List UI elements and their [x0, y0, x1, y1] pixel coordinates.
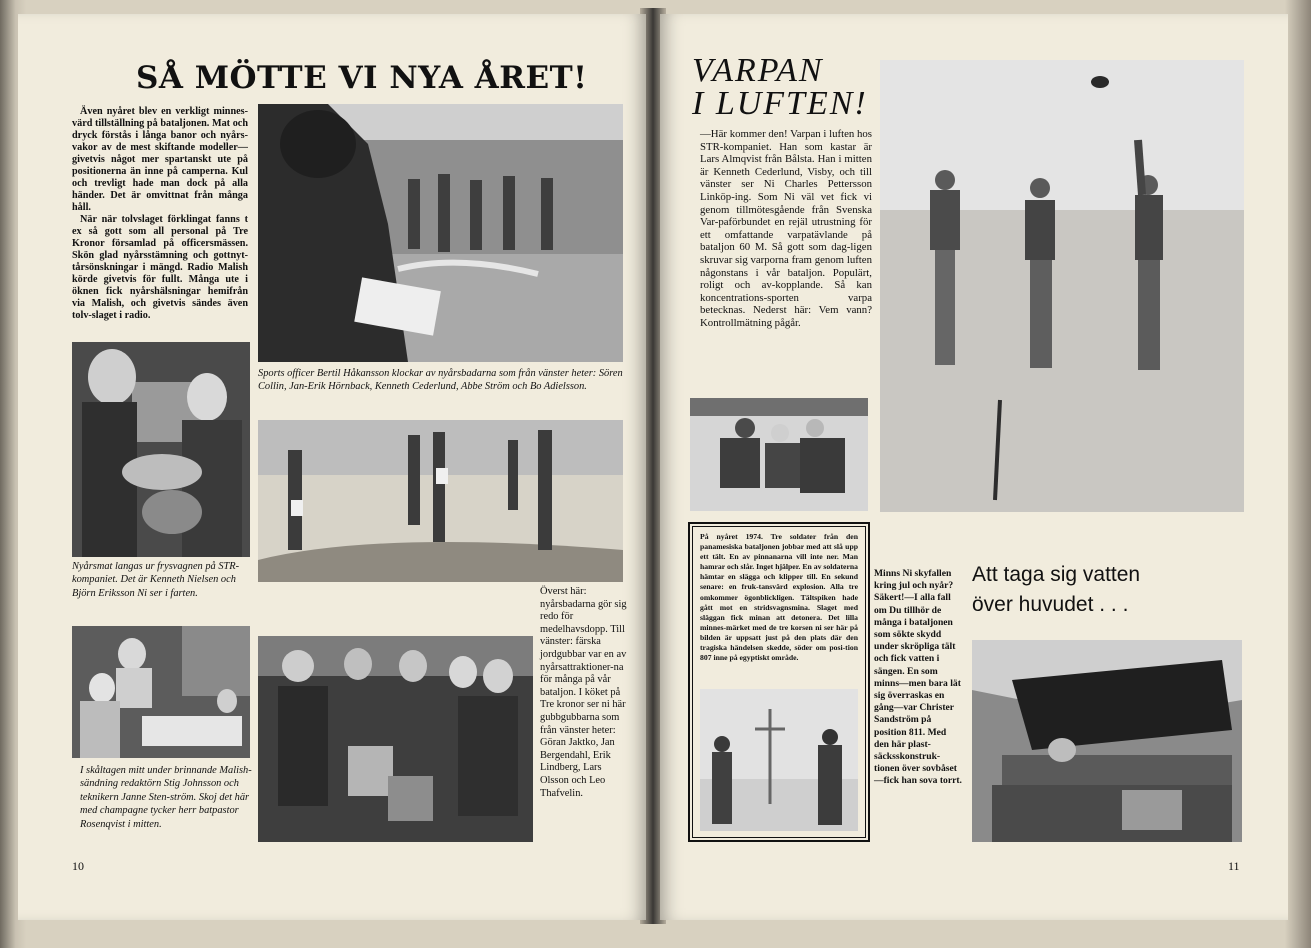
photo-bathers-sea — [258, 104, 623, 362]
right-page-number: 11 — [1228, 859, 1240, 873]
water-caption — [972, 560, 1172, 620]
left-page — [18, 14, 646, 920]
memorial-box — [688, 522, 870, 842]
left-page-number: 10 — [72, 859, 84, 873]
photo-kitchen-strawberries — [258, 636, 533, 842]
photo-bathers-beach — [258, 420, 623, 582]
caption-radio: I skåltagen mitt under brinnande Malish-sändning redaktörn Stig Johnsson och teknikern Janne Sten-ström. Skoj det här med champagne tycker herr batpastor Rosenqvist i mitten. — [80, 765, 252, 830]
water-caption-line1: Att taga sig vatten — [972, 563, 1141, 586]
photo-radio-studio — [72, 626, 250, 758]
photo-memorial-crosses — [700, 689, 858, 831]
caption-right-column: Överst här: nyårsbadarna gör sig redo för medelhavsdopp. Till vänster: färska jordgubbar var en av nyårsattraktioner-na för många på vår bataljon. I köket på Tre kronor ser ni här gubbgubbarna som från vänster heter: Göran Jaktko, Jan Bergendahl, Erik Lindberg, Lars Olsson och Leo Thafvelin. — [540, 586, 627, 799]
left-intro-paragraph-1: Även nyåret blev en verkligt minnes-värd tillställning på bataljonen. Mat och dryck förstås i långa banor och nyårs-vakor av de mest skiftande modeller—givetvis något mer spartanskt ute på positionerna än inne på camperna. Kul och trevligt hade man dock på alla händer. Det är omvittnat från många håll. — [72, 106, 248, 213]
minns-ni-text: Minns Ni skyfallen kring jul och nyår? Säkert!—I alla fall om Du tillhör de många i bataljonen som sökte skydd under skröpliga tält och fick vatten i sängen. En som minns—men bara lät sig överraskas en gång—var Christer Sandström på position 811. Med den här plast-säcksskonstruk-tionen över sovbåset—fick han sova torrt. — [874, 568, 962, 787]
water-caption-line2: över huvudet . . . — [972, 593, 1129, 616]
photo-varpa-throw — [880, 60, 1244, 512]
left-intro-paragraph-2: När när tolvslaget förklingat fanns t ex så gott som all personal på Tre Kronor församlad på officersmässen. Skön glad nyårsstämning och gottnyt-tårsönskningar i mängd. Radio Malish körde givetvis för fullt. Många ute i öknen fick nyårshälsningar hemifrån via Malish, och givetvis sändes även tolv-slaget i radio. — [72, 214, 248, 321]
left-intro-text — [72, 106, 248, 322]
photo-tent-bunk — [972, 640, 1242, 842]
photo-new-year-food — [72, 342, 250, 557]
caption-sports-officer: Sports officer Bertil Håkansson klockar av nyårsbadarna som från vänster heter: Sören Collin, Jan-Erik Hörnback, Kenneth Cederlund, Abbe Ström och Bo Adielsson. — [258, 368, 623, 393]
memorial-text: På nyåret 1974. Tre soldater från den panamesiska bataljonen jobbar med att slå upp ett tält. En av pinnanarna vill inte ner. Man hamrar och slår. Inget hjälper. En av soldaterna hämtar en slägga och klipper till. En sekund senare: en fruk-tansvärd explosion. Alla tre omkommer ögonblickligen. Tältspiken hade gått mot en stridsvagnsmina. Slaget med släggan fick minan att detonera. Det lilla minnes-märket med de tre korsen ni ser här på bilden är uppsatt just på den plats där den tragiska händelsen skedde, söder om posi-tion 807 inne på egyptiskt område. — [700, 532, 858, 663]
right-headline — [692, 54, 868, 120]
right-headline-line2: I LUFTEN! — [692, 85, 868, 122]
right-page — [660, 14, 1288, 920]
photo-varpa-measurement — [690, 398, 868, 511]
varpan-article-text: —Här kommer den! Varpan i luften hos STR-kompaniet. Han som kastar är Lars Almqvist från Bålsta. Han i mitten är Kenneth Cederlund, Visby, och till vänster ser Ni Charles Pettersson Linköp-ing. Som Ni väl vet fick vi genom tillmötesgående från Svenska Var-paförbundet en rejäl utrustning för ett omfattande varpatävlande på bataljon 60 M. Så gott som dag-ligen skruvar sig varporna fram genom luften någonstans i vår bataljon. Populärt, roligt och av-kopplande. Så kan koncentrations-sporten varpa betecknas. Nederst här: Vem vann? Kontrollmätning pågår. — [700, 128, 872, 329]
caption-food: Nyårsmat langas ur frysvagnen på STR-kompaniet. Det är Kenneth Nielsen och Björn Eriksson Ni ser i farten. — [72, 561, 240, 599]
left-headline: SÅ MÖTTE VI NYA ÅRET! — [136, 60, 588, 96]
right-headline-line1: VARPAN — [692, 52, 824, 89]
